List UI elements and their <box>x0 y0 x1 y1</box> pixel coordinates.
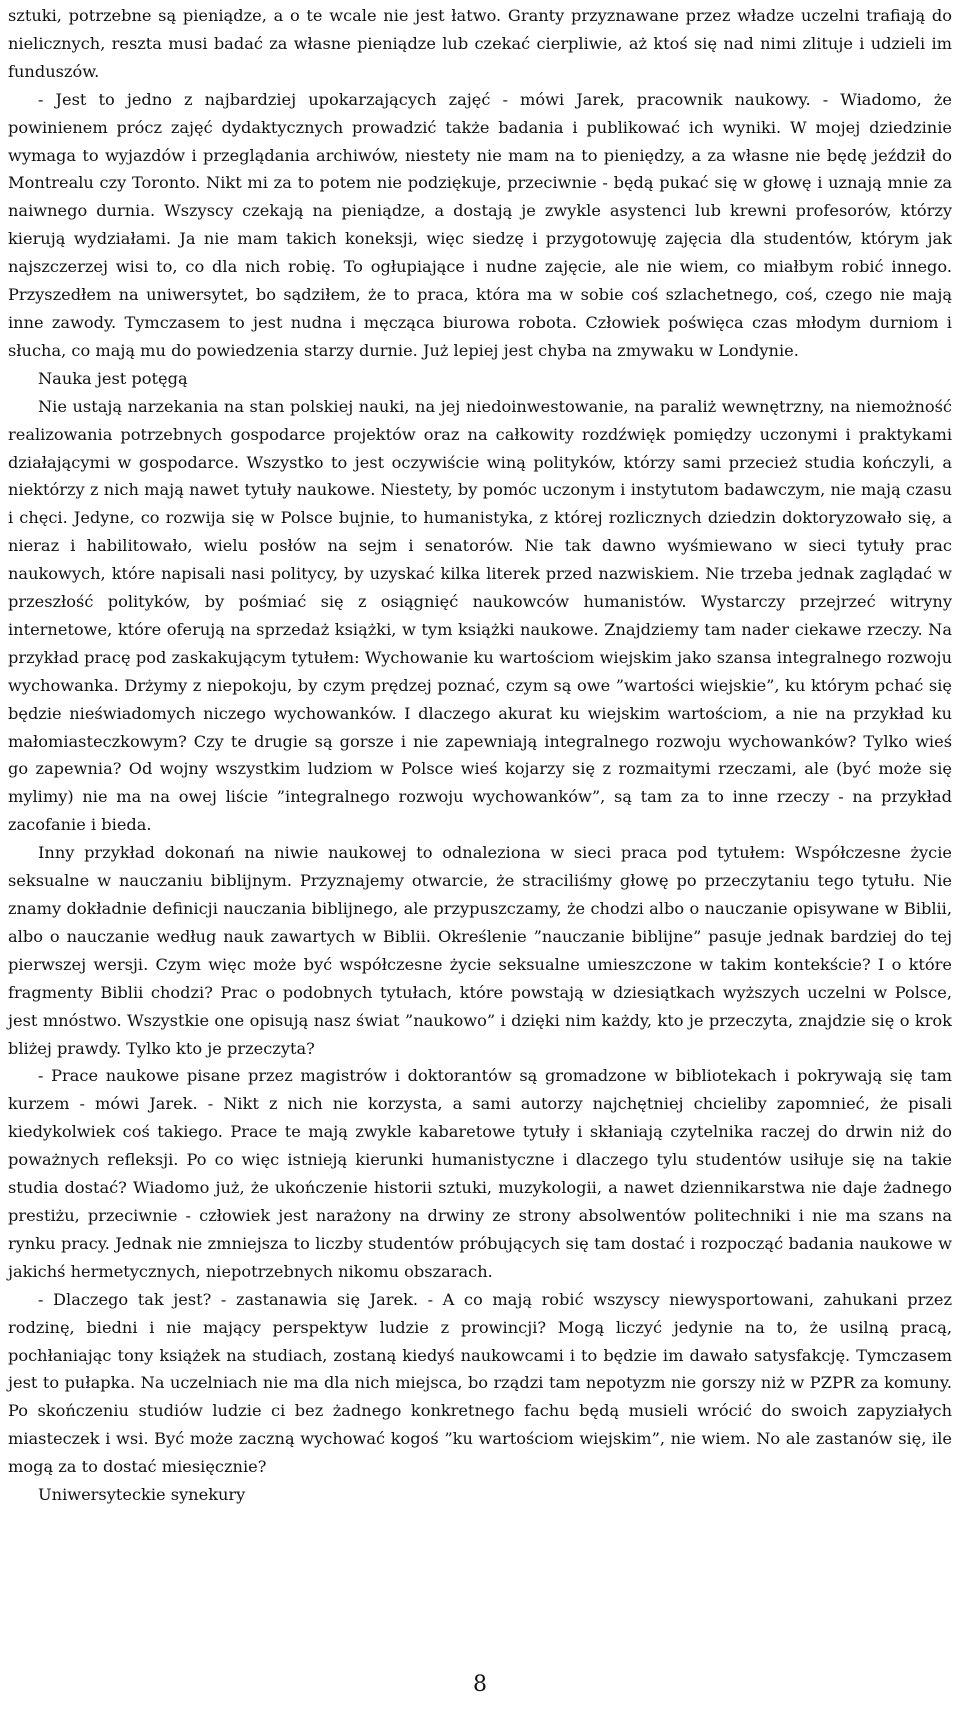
page-number: 8 <box>473 1672 487 1697</box>
document-page <box>8 2 952 1509</box>
paragraph-1: sztuki, potrzebne są pieniądze, a o te wcale nie jest łatwo. Granty przyznawane przez władze uczelni trafiają do nielicznych, reszta musi badać za własne pieniądze lub czekać cierpliwie, aż ktoś się nad nimi zlituje i udzieli im funduszów. <box>8 6 952 81</box>
paragraph-3: Nie ustają narzekania na stan polskiej nauki, na jej niedoinwestowanie, na paraliż wewnętrzny, na niemożność realizowania potrzebnych gospodarce projektów oraz na całkowity rozdźwięk pomiędzy uczonymi i praktykami działającymi w gospodarce. Wszystko to jest oczywiście winą polityków, którzy sami przecież studia kończyli, a niektórzy z nich mają nawet tytuły naukowe. Niestety, by pomóc uczonym i instytutom badawczym, nie mają czasu i chęci. Jedyne, co rozwija się w Polsce bujnie, to humanistyka, z której rozlicznych dziedzin doktoryzowało się, a nieraz i habilitowało, wielu posłów na sejm i senatorów. Nie tak dawno wyśmiewano w sieci tytuły prac naukowych, które napisali nasi politycy, by uzyskać kilka literek przed nazwiskiem. Nie trzeba jednak zaglądać w przeszłość polityków, by pośmiać się z osiągnięć naukowców humanistów. Wystarczy przejrzeć witryny internetowe, które oferują na sprzedaż książki, w tym książki naukowe. Znajdziemy tam nader ciekawe rzeczy. Na przykład pracę pod zaskakującym tytułem: Wychowanie ku wartościom wiejskim jako szansa integralnego rozwoju wychowanka. Drżymy z niepokoju, by czym prędzej poznać, czym są owe ”wartości wiejskie”, ku którym pchać się będzie nieświadomych niczego wychowanków. I dlaczego akurat ku wiejskim wartościom, a nie na przykład ku małomiasteczkowym? Czy te drugie są gorsze i nie zapewniają integralnego rozwoju wychowanków? Tylko wieś go zapewnia? Od wojny wszystkim ludziom w Polsce wieś kojarzy się z rozmaitymi rzeczami, ale (być może się mylimy) nie ma na owej liście ”integralnego rozwoju wychowanków”, są tam za to inne rzeczy - na przykład zacofanie i bieda. <box>8 396 952 835</box>
paragraph-5: - Prace naukowe pisane przez magistrów i doktorantów są gromadzone w bibliotekach i pokrywają się tam kurzem - mówi Jarek. - Nikt z nich nie korzysta, a sami autorzy najchętniej chcieliby zapomnieć, że pisali kiedykolwiek coś takiego. Prace te mają zwykle kabaretowe tytuły i skłaniają czytelnika raczej do drwin niż do poważnych refleksji. Po co więc istnieją kierunki humanistyczne i dlaczego tylu studentów usiłuje się na takie studia dostać? Wiadomo już, że ukończenie historii sztuki, muzykologii, a nawet dziennikarstwa nie daje żadnego prestiżu, przeciwnie - człowiek jest narażony na drwiny ze strony absolwentów politechniki i nie ma szans na rynku pracy. Jednak nie zmniejsza to liczby studentów próbujących się tam dostać i rozpocząć badania naukowe w jakichś hermetycznych, niepotrzebnych nikomu obszarach. <box>8 1066 952 1281</box>
paragraph-6: - Dlaczego tak jest? - zastanawia się Jarek. - A co mają robić wszyscy niewysportowani, zahukani przez rodzinę, biedni i nie mający perspektyw ludzie z prowincji? Mogą liczyć jedynie na to, że usilną pracą, pochłaniając tony książek na studiach, zostaną kiedyś naukowcami i to będzie im dawało satysfakcję. Tymczasem jest to pułapka. Na uczelniach nie ma dla nich miejsca, bo rządzi tam nepotyzm nie gorszy niż w PZPR za komuny. Po skończeniu studiów ludzie ci bez żadnego konkretnego fachu będą musieli wrócić do swoich zapyziałych miasteczek i wsi. Być może zaczną wychować kogoś ”ku wartościom wiejskim”, nie wiem. No ale zastanów się, ile mogą za to dostać miesięcznie? <box>8 1289 952 1477</box>
section-heading-synekury: Uniwersyteckie synekury <box>38 1485 246 1505</box>
section-heading-nauka: Nauka jest potęgą <box>38 368 188 388</box>
paragraph-2: - Jest to jedno z najbardziej upokarzających zajęć - mówi Jarek, pracownik naukowy. - Wiadomo, że powinienem prócz zajęć dydaktycznych prowadzić także badania i publikować ich wyniki. W mojej dziedzinie wymaga to wyjazdów i przeglądania archiwów, niestety nie mam na to pieniędzy, a za własne nie będę jeździł do Montrealu czy Toronto. Nikt mi za to potem nie podziękuje, przeciwnie - będą pukać się w głowę i uznają mnie za naiwnego durnia. Wszyscy czekają na pieniądze, a dostają je zwykle asystenci lub krewni profesorów, którzy kierują wydziałami. Ja nie mam takich koneksji, więc siedzę i przygotowuję zajęcia dla studentów, którym jak najszczerzej wisi to, co dla nich robię. To ogłupiające i nudne zajęcie, ale nie wiem, co miałbym robić innego. Przyszedłem na uniwersytet, bo sądziłem, że to praca, która ma w sobie coś szlachetnego, coś, czego nie mają inne zawody. Tymczasem to jest nudna i męcząca biurowa robota. Człowiek poświęca czas młodym durniom i słucha, co mają mu do powiedzenia starzy durnie. Już lepiej jest chyba na zmywaku w Londynie. <box>8 89 952 360</box>
paragraph-4: Inny przykład dokonań na niwie naukowej to odnaleziona w sieci praca pod tytułem: Współczesne życie seksualne w nauczaniu biblijnym. Przyznajemy otwarcie, że straciliśmy głowę po przeczytaniu tego tytułu. Nie znamy dokładnie definicji nauczania biblijnego, ale przypuszczamy, że chodzi albo o nauczanie opisywane w Biblii, albo o nauczanie według nauk zawartych w Biblii. Określenie ”nauczanie biblijne” pasuje jednak bardziej do tej pierwszej wersji. Czym więc może być współczesne życie seksualne umieszczone w takim kontekście? I o które fragmenty Biblii chodzi? Prac o podobnych tytułach, które powstają w dziesiątkach wyższych uczelni w Polsce, jest mnóstwo. Wszystkie one opisują nasz świat ”naukowo” i dzięki nim każdy, kto je przeczyta, znajdzie się o krok bliżej prawdy. Tylko kto je przeczyta? <box>8 843 952 1058</box>
